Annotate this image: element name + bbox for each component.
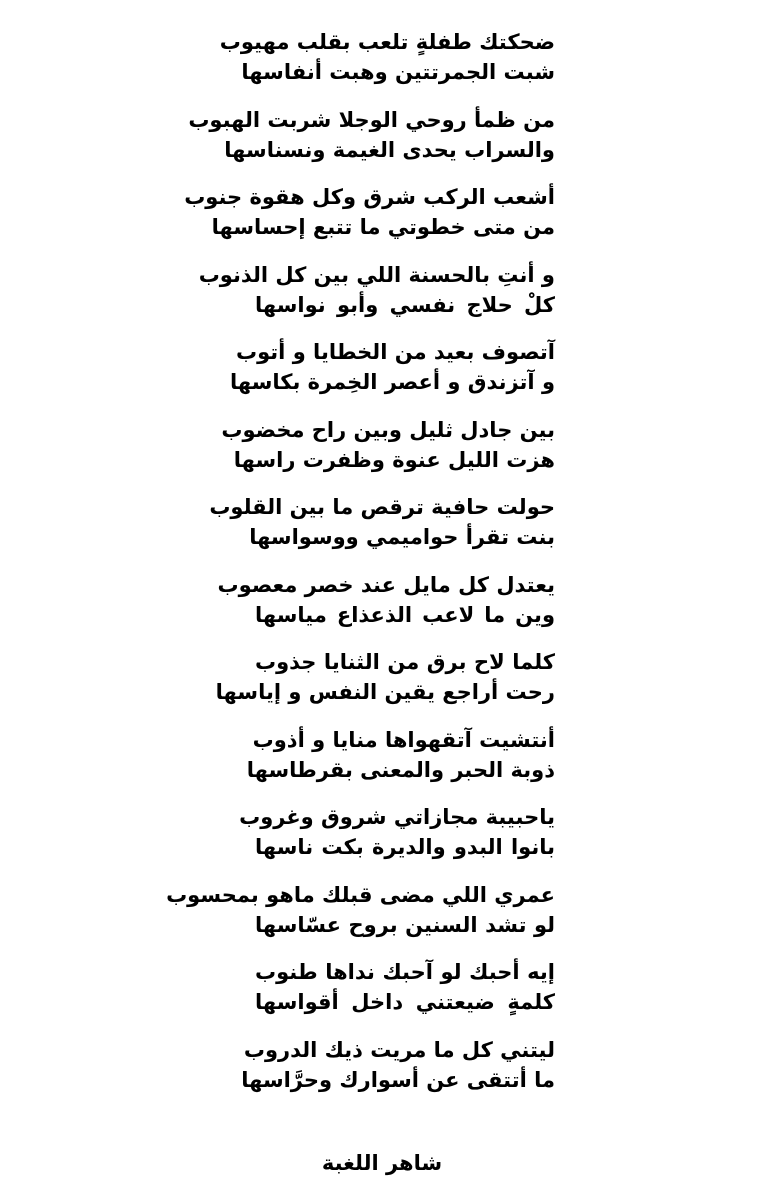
verse-line-1: ضحكتك طفلةٍ تلعب بقلب مهيوب [219,30,555,54]
poem [0,28,764,1113]
verse-line-2: لو تشد السنين بروح عسّاسها [255,912,555,937]
verse-line-2: وين ما لاعب الذعذاع مياسها [255,602,555,627]
author-signature: شاهر اللغبة [321,1151,443,1175]
stanza [0,726,764,804]
verse-line-2: شبت الجمرتتين وهبت أنفاسها [241,60,555,84]
stanza [0,1036,764,1114]
verse-line-2: بنت تقرأ حواميمي ووسواسها [249,525,555,549]
verse-line-1: كلما لاح برق من الثنايا جذوب [255,650,555,674]
verse-line-2: كلمةٍ ضيعتني داخل أقواسها [255,990,555,1014]
stanza [0,493,764,571]
verse-line-1: عمري اللي مضى قبلك ماهو بمحسوب [166,882,555,907]
stanza [0,28,764,106]
verse-line-1: من ظمأ روحي الوجلا شربت الهبوب [188,107,555,132]
stanza [0,106,764,184]
verse-line-1: بين جادل ثليل وبين راح مخضوب [221,417,555,442]
stanza [0,416,764,494]
verse-line-2: هزت الليل عنوة وظفرت راسها [233,447,555,472]
verse-line-1: أشعب الركب شرق وكل هقوة جنوب [184,185,555,209]
stanza [0,648,764,726]
stanza [0,338,764,416]
stanza [0,958,764,1036]
verse-line-1: و أنتِ بالحسنة اللي بين كل الذنوب [198,262,555,287]
verse-line-2: بانوا البدو والديرة بكت ناسها [255,835,555,859]
stanza [0,261,764,339]
verse-line-2: و آتزندق و أعصر الخِمرة بكاسها [229,370,555,394]
verse-line-1: ليتني كل ما مريت ذيك الدروب [243,1037,555,1062]
verse-line-2: والسراب يحدى الغيمة ونسناسها [224,137,555,162]
verse-line-2: ما أتتقى عن أسوارك وحرَّاسها [241,1067,555,1092]
stanza [0,803,764,881]
verse-line-1: ياحبيبة مجازاتي شروق وغروب [239,805,555,829]
stanza [0,571,764,649]
stanza [0,183,764,261]
verse-line-2: من متى خطوتي ما تتبع إحساسها [211,215,555,239]
verse-line-2: كلْ حلاج نفسي وأبو نواسها [255,292,555,317]
verse-line-1: أنتشيت آتقهواها منايا و أذوب [252,727,555,752]
verse-line-1: إيه أحبك لو آحبك نداها طنوب [255,960,555,984]
verse-line-2: رحت أراجع يقين النفس و إياسها [215,680,555,704]
verse-line-1: حولت حافية ترقص ما بين القلوب [209,495,555,519]
stanza [0,881,764,959]
verse-line-1: آتصوف بعيد من الخطايا و أتوب [236,340,555,364]
verse-line-1: يعتدل كل مايل عند خصر معصوب [217,572,555,597]
verse-line-2: ذوبة الحبر والمعنى بقرطاسها [246,757,555,782]
